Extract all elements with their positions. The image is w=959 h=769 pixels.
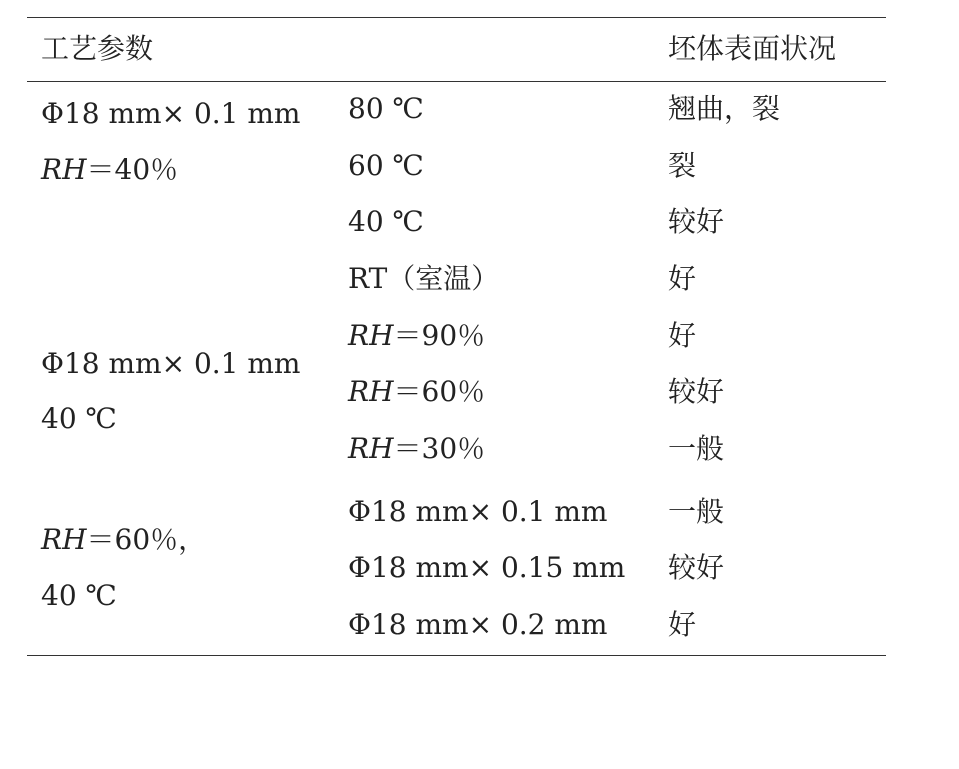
group2-param-2: 40 ℃ [41,402,117,435]
group2-result-3: 一般 [668,432,725,465]
group3-cond-3: Φ18 mm× 0.2 mm [348,608,608,641]
group2-cond-1: RH＝90％ [348,319,486,352]
group1-result-2: 裂 [668,149,697,182]
header-params: 工艺参数 [41,32,154,65]
bottom-rule [27,655,886,656]
group2-cond-3: RH＝30％ [348,432,486,465]
group1-result-4: 好 [668,262,697,295]
group3-cond-1: Φ18 mm× 0.1 mm [348,495,608,528]
group1-result-3: 较好 [668,205,725,238]
group2-param-1: Φ18 mm× 0.1 mm [41,347,301,380]
top-rule [27,17,886,18]
group3-param-1: RH＝60％， [41,523,207,556]
group3-result-3: 好 [668,608,697,641]
group3-result-2: 较好 [668,551,725,584]
group2-cond-2: RH＝60％ [348,375,486,408]
group3-param-2: 40 ℃ [41,579,117,612]
group1-param-2: RH＝40％ [41,153,179,186]
group1-cond-3: 40 ℃ [348,205,424,238]
group3-cond-2: Φ18 mm× 0.15 mm [348,551,626,584]
group1-cond-4: RT（室温） [348,262,500,295]
header-surface: 坯体表面状况 [668,32,837,65]
group1-cond-2: 60 ℃ [348,149,424,182]
group2-result-2: 较好 [668,375,725,408]
group3-result-1: 一般 [668,495,725,528]
group1-result-1: 翘曲，裂 [668,92,781,125]
group1-param-1: Φ18 mm× 0.1 mm [41,97,301,130]
header-rule [27,81,886,82]
group2-result-1: 好 [668,319,697,352]
group1-cond-1: 80 ℃ [348,92,424,125]
